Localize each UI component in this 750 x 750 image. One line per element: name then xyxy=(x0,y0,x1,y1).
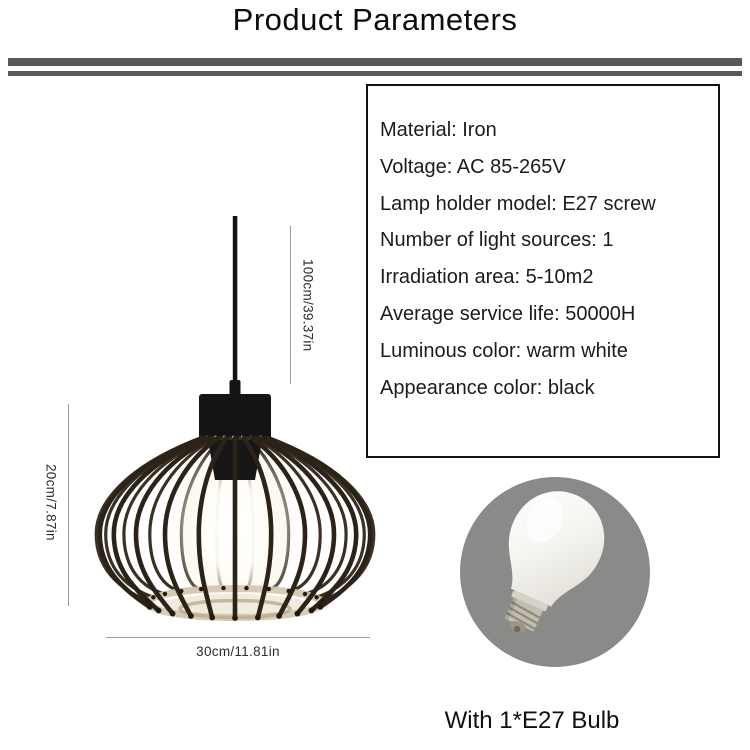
spec-light-sources: Number of light sources: 1 xyxy=(380,229,614,252)
pendant-lamp-illustration xyxy=(58,210,408,650)
spec-luminous-color: Luminous color: warm white xyxy=(380,339,628,362)
bulb-globe xyxy=(488,477,619,617)
dimension-label-width: 30cm/11.81in xyxy=(196,644,280,659)
dimension-label-cord: 100cm/39.37in xyxy=(300,258,316,352)
bulb-photo-badge xyxy=(460,477,650,667)
dimension-line-width xyxy=(106,637,370,638)
divider-bar-top xyxy=(8,58,742,66)
dimension-label-height: 20cm/7.87in xyxy=(43,463,59,541)
spec-lamp-holder: Lamp holder model: E27 screw xyxy=(380,192,656,215)
dimension-line-cord xyxy=(290,226,291,384)
spec-irradiation-area: Irradiation area: 5-10m2 xyxy=(380,266,594,289)
lamp-cap xyxy=(199,394,271,440)
spec-material: Material: Iron xyxy=(380,119,497,141)
spec-service-life: Average service life: 50000H xyxy=(380,302,636,325)
spec-panel xyxy=(366,84,720,458)
cage-wires-front xyxy=(100,438,370,618)
dimension-line-height xyxy=(68,404,69,606)
cord-connector xyxy=(230,380,241,396)
e27-bulb-icon xyxy=(460,477,650,667)
spec-voltage: Voltage: AC 85-265V xyxy=(380,155,566,178)
page-title: Product Parameters xyxy=(232,2,518,37)
spec-appearance-color: Appearance color: black xyxy=(380,376,595,399)
lamp-cord xyxy=(233,216,238,398)
footer-caption: With 1*E27 Bulb xyxy=(444,707,620,734)
divider-bar-bottom xyxy=(8,71,742,76)
